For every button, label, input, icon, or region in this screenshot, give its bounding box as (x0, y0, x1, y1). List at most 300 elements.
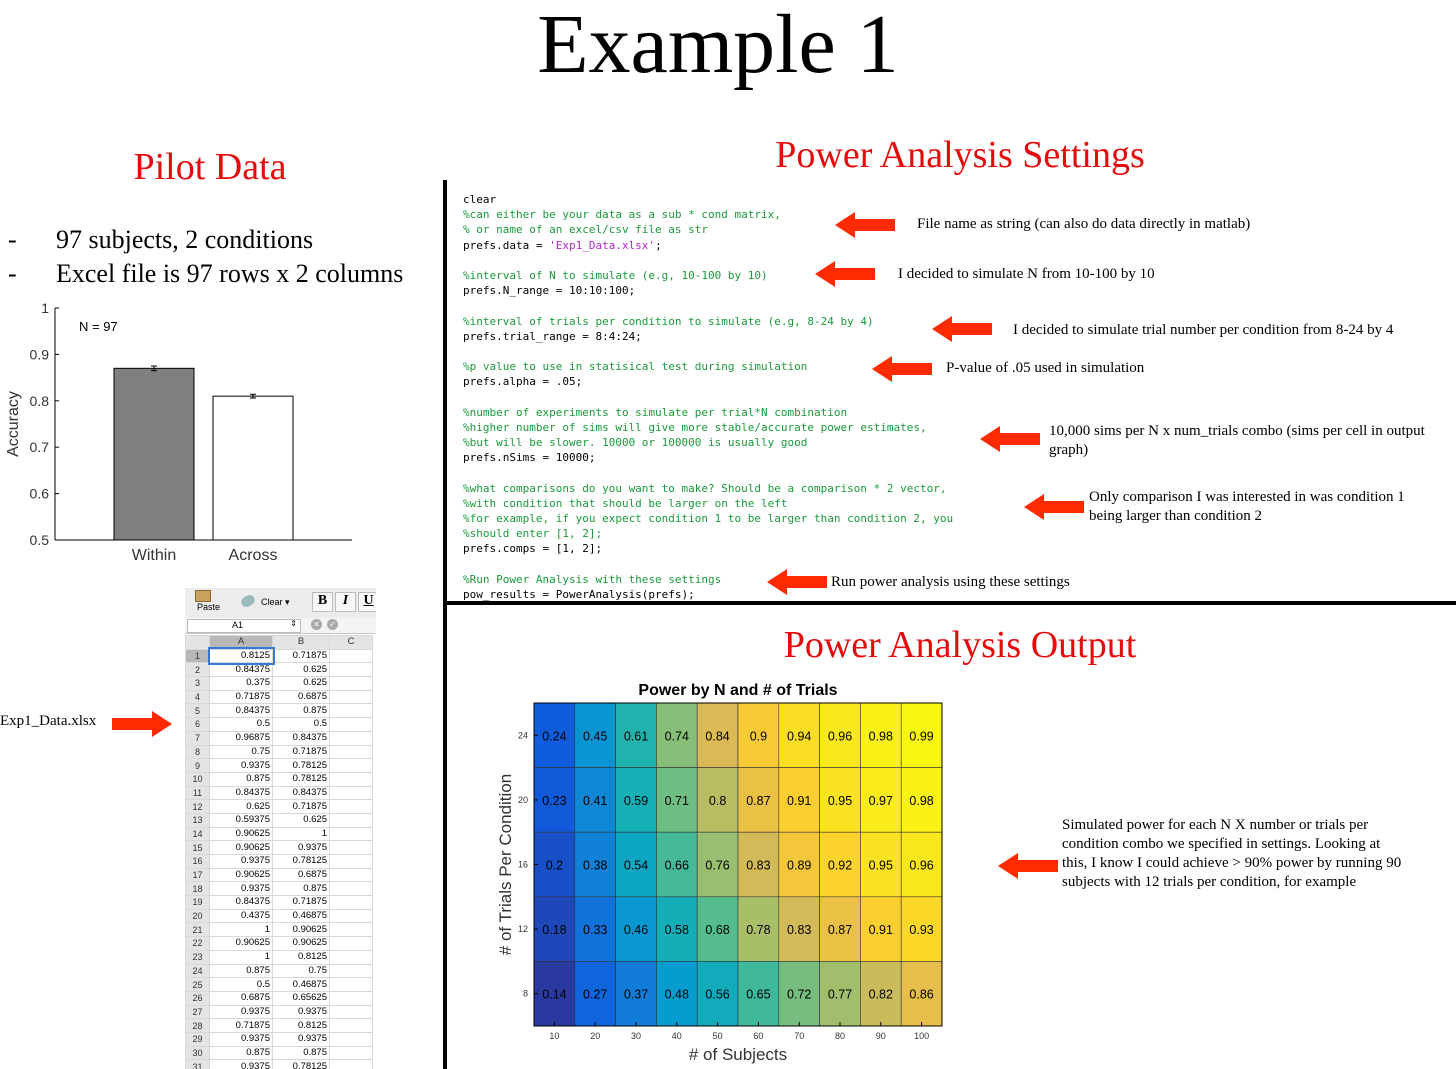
table-cell[interactable]: 0.6875 (210, 991, 273, 1005)
code-line: %interval of trials per condition to simulate (e.g, 8-24 by 4) (463, 314, 874, 328)
table-cell[interactable]: 0.75 (273, 964, 330, 978)
cell-label: 0.92 (827, 858, 853, 873)
table-row (186, 813, 373, 827)
table-row (186, 1032, 373, 1046)
table-cell[interactable]: 0.625 (273, 663, 330, 677)
code-line (463, 465, 953, 480)
code-line: prefs.alpha = .05; (463, 375, 583, 389)
bullet-item: - 97 subjects, 2 conditions (8, 225, 314, 254)
table-cell[interactable] (330, 1019, 373, 1033)
cell-label: 0.9 (749, 729, 768, 744)
table-cell[interactable]: 0.65625 (273, 991, 330, 1005)
table-cell[interactable] (330, 759, 373, 773)
y-tick-label: 0.5 (29, 532, 49, 548)
page-title: Example 1 (537, 0, 899, 91)
table-cell[interactable]: 0.84375 (210, 704, 273, 718)
table-cell[interactable]: 0.90625 (273, 923, 330, 937)
table-cell[interactable]: 1 (210, 923, 273, 937)
cancel-icon[interactable]: ✕ (311, 619, 322, 630)
table-cell[interactable]: 0.75 (210, 745, 273, 759)
row-header[interactable]: 16 (186, 855, 210, 869)
arrow-icon (872, 356, 932, 382)
code-line (463, 298, 953, 313)
x-tick-label: Across (228, 547, 278, 564)
table-row (186, 827, 373, 841)
stepper-icon: ⇕ (290, 619, 297, 628)
y-tick-label: 16 (517, 859, 528, 870)
row-header[interactable]: 18 (186, 882, 210, 896)
row-header[interactable]: 24 (186, 964, 210, 978)
excel-toolbar (185, 588, 376, 619)
y-tick-label: 8 (522, 988, 528, 999)
table-row (186, 704, 373, 718)
table-row (186, 649, 373, 663)
table-cell[interactable]: 0.875 (210, 964, 273, 978)
excel-window (185, 588, 376, 1069)
table-cell[interactable]: 0.9375 (210, 1032, 273, 1046)
annotation-note: Simulated power for each N X number or trials per condition combo we specified in settings. Looking at this, I know I could achieve > 90% power by running 90 subjects with 12 trials per condition, for example (1062, 817, 1402, 890)
table-cell[interactable]: 0.875 (210, 1046, 273, 1060)
table-cell[interactable]: 0.90625 (210, 827, 273, 841)
row-header[interactable]: 10 (186, 772, 210, 786)
y-axis-label: Accuracy (5, 391, 22, 457)
confirm-icon[interactable]: ✓ (327, 619, 338, 630)
table-cell[interactable] (330, 868, 373, 882)
annotation-note: Run power analysis using these settings (831, 574, 1070, 590)
table-cell[interactable]: 0.5 (210, 718, 273, 732)
code-line: prefs.data = 'Exp1_Data.xlsx'; (463, 238, 662, 252)
row-header[interactable]: 15 (186, 841, 210, 855)
table-row (186, 731, 373, 745)
cell-label: 0.83 (787, 923, 812, 938)
cell-label: 0.93 (909, 923, 934, 938)
cell-label: 0.45 (583, 729, 608, 744)
matlab-code (463, 192, 953, 602)
cell-label: 0.33 (583, 923, 608, 938)
eraser-icon (239, 593, 256, 609)
table-cell[interactable] (330, 991, 373, 1005)
arrow-icon (1024, 494, 1084, 520)
output-heading: Power Analysis Output (783, 624, 1137, 666)
table-cell[interactable] (330, 731, 373, 745)
table-cell[interactable] (330, 855, 373, 869)
table-row (186, 855, 373, 869)
row-header[interactable]: 14 (186, 827, 210, 841)
accuracy-bar-chart (0, 296, 360, 568)
row-header[interactable]: 20 (186, 909, 210, 923)
x-tick-label: 100 (914, 1031, 930, 1041)
table-cell[interactable] (330, 1046, 373, 1060)
table-cell[interactable]: 0.84375 (210, 786, 273, 800)
y-tick-label: 20 (517, 794, 528, 805)
cell-label: 0.96 (827, 729, 853, 744)
code-line: clear (463, 193, 497, 206)
table-row (186, 800, 373, 814)
table-row (186, 909, 373, 923)
x-tick-label: 40 (671, 1031, 682, 1041)
table-cell[interactable]: 0.8125 (273, 950, 330, 964)
code-line: prefs.trial_range = 8:4:24; (463, 329, 642, 343)
table-cell[interactable]: 0.9375 (273, 1005, 330, 1019)
row-header[interactable]: 26 (186, 991, 210, 1005)
row-header[interactable]: 17 (186, 868, 210, 882)
table-cell[interactable]: 0.90625 (210, 937, 273, 951)
table-row (186, 964, 373, 978)
row-header[interactable]: 4 (186, 690, 210, 704)
code-line: prefs.N_range = 10:10:100; (463, 284, 636, 298)
row-header[interactable]: 12 (186, 800, 210, 814)
table-cell[interactable]: 0.78125 (273, 772, 330, 786)
annotation-note: File name as string (can also do data directly in matlab) (917, 216, 1251, 232)
column-header-row (186, 636, 373, 650)
code-line (463, 557, 953, 572)
arrow-icon (980, 426, 1040, 452)
cell-label: 0.46 (623, 923, 649, 938)
x-tick-label: 70 (794, 1031, 805, 1041)
code-line: % or name of an excel/csv file as str (463, 223, 709, 237)
table-row (186, 759, 373, 773)
y-tick-label: 0.7 (29, 439, 49, 456)
cell-label: 0.65 (746, 987, 771, 1002)
cell-label: 0.91 (868, 923, 893, 938)
cell-label: 0.14 (542, 987, 567, 1002)
cell-label: 0.61 (623, 729, 649, 744)
table-row (186, 841, 373, 855)
column-header[interactable]: A (210, 636, 273, 650)
cell-label: 0.86 (909, 987, 934, 1002)
cell-label: 0.74 (664, 729, 689, 744)
arrow-icon (932, 316, 992, 342)
spreadsheet-grid (185, 635, 373, 1069)
code-line: %interval of N to simulate (e.g, 10-100 by 10) (463, 268, 768, 282)
table-row (186, 786, 373, 800)
cell-label: 0.72 (787, 987, 812, 1002)
x-tick-label: 20 (590, 1031, 601, 1041)
cell-label: 0.95 (827, 793, 853, 808)
table-cell[interactable] (330, 978, 373, 992)
power-heatmap (490, 676, 960, 1066)
table-cell[interactable]: 0.9375 (273, 1032, 330, 1046)
code-line: %with condition that should be larger on the left (463, 496, 788, 510)
bold-button[interactable]: B (312, 592, 333, 612)
table-cell[interactable]: 0.875 (273, 882, 330, 896)
y-tick-label: 24 (517, 730, 528, 741)
row-header[interactable]: 27 (186, 1005, 210, 1019)
row-header[interactable]: 13 (186, 813, 210, 827)
table-cell[interactable]: 0.6875 (273, 868, 330, 882)
cell-label: 0.87 (827, 923, 853, 938)
row-header[interactable]: 29 (186, 1032, 210, 1046)
cell-label: 0.87 (746, 793, 771, 808)
table-cell[interactable]: 0.84375 (273, 731, 330, 745)
table-cell[interactable] (330, 1032, 373, 1046)
table-cell[interactable]: 0.5 (273, 718, 330, 732)
table-row (186, 663, 373, 677)
table-cell[interactable]: 0.96875 (210, 731, 273, 745)
table-cell[interactable] (330, 800, 373, 814)
code-line: %higher number of sims will give more stable/accurate power estimates, (463, 420, 927, 434)
cell-label: 0.97 (868, 793, 893, 808)
table-cell[interactable] (330, 937, 373, 951)
row-header[interactable]: 5 (186, 704, 210, 718)
cell-label: 0.37 (623, 987, 649, 1002)
row-header[interactable]: 21 (186, 923, 210, 937)
cell-label: 0.99 (909, 729, 934, 744)
table-row (186, 868, 373, 882)
row-header[interactable]: 28 (186, 1019, 210, 1033)
table-cell[interactable]: 0.9375 (210, 855, 273, 869)
table-cell[interactable]: 0.71875 (273, 896, 330, 910)
row-header[interactable]: 22 (186, 937, 210, 951)
cell-label: 0.78 (746, 923, 771, 938)
underline-button[interactable]: U (358, 592, 376, 612)
table-cell[interactable] (330, 950, 373, 964)
row-header[interactable]: 1 (186, 649, 210, 663)
row-header[interactable]: 31 (186, 1060, 210, 1069)
cell-label: 0.82 (868, 987, 893, 1002)
table-row (186, 1019, 373, 1033)
code-line: %Run Power Analysis with these settings (463, 572, 722, 586)
table-row (186, 1046, 373, 1060)
pilot-bullets (8, 225, 403, 293)
x-tick-label: 10 (549, 1031, 560, 1041)
row-header[interactable]: 23 (186, 950, 210, 964)
row-header[interactable]: 8 (186, 745, 210, 759)
row-header[interactable]: 11 (186, 786, 210, 800)
y-tick-label: 1 (41, 300, 49, 316)
arrow-icon (835, 212, 895, 238)
table-cell[interactable]: 0.9375 (210, 759, 273, 773)
table-cell[interactable]: 0.9375 (273, 841, 330, 855)
table-cell[interactable]: 0.71875 (210, 690, 273, 704)
cell-label: 0.24 (542, 729, 567, 744)
x-tick-label: 80 (834, 1031, 846, 1041)
row-header[interactable]: 9 (186, 759, 210, 773)
annotation-note: P-value of .05 used in simulation (946, 360, 1145, 376)
cell-label: 0.59 (623, 793, 649, 808)
table-cell[interactable] (330, 813, 373, 827)
select-all-corner[interactable] (186, 636, 210, 650)
chart-annotation: N = 97 (79, 319, 118, 334)
cell-label: 0.2 (545, 858, 564, 873)
table-cell[interactable]: 0.84375 (210, 896, 273, 910)
table-cell[interactable]: 0.59375 (210, 813, 273, 827)
table-row (186, 677, 373, 691)
table-cell[interactable]: 0.90625 (210, 868, 273, 882)
table-cell[interactable] (330, 909, 373, 923)
cell-label: 0.56 (705, 987, 730, 1002)
row-header[interactable]: 3 (186, 677, 210, 691)
table-row (186, 991, 373, 1005)
row-header[interactable]: 6 (186, 718, 210, 732)
table-cell[interactable]: 0.9375 (210, 1060, 273, 1069)
table-cell[interactable] (330, 827, 373, 841)
table-row (186, 690, 373, 704)
formula-bar (185, 618, 376, 634)
arrow-icon (815, 261, 875, 287)
table-cell[interactable] (330, 841, 373, 855)
annotation-note: I decided to simulate N from 10-100 by 10 (898, 266, 1155, 282)
cell-label: 0.27 (583, 987, 608, 1002)
table-row (186, 1005, 373, 1019)
table-cell[interactable]: 0.78125 (273, 1060, 330, 1069)
x-axis-label: # of Subjects (688, 1045, 788, 1064)
y-tick-label: 0.8 (29, 392, 49, 409)
table-cell[interactable]: 0.8125 (273, 1019, 330, 1033)
table-row (186, 923, 373, 937)
cell-label: 0.58 (664, 923, 689, 938)
code-line: %p value to use in statisical test during simulation (463, 360, 808, 374)
table-cell[interactable]: 0.5 (210, 978, 273, 992)
table-row (186, 882, 373, 896)
column-header[interactable]: C (330, 636, 373, 650)
table-cell[interactable]: 0.46875 (273, 978, 330, 992)
clear-button[interactable]: Clear ▾ (261, 597, 290, 607)
cell-label: 0.96 (909, 858, 934, 873)
cell-label: 0.66 (664, 858, 689, 873)
code-line: %number of experiments to simulate per trial*N combination (463, 405, 848, 419)
row-header[interactable]: 2 (186, 663, 210, 677)
table-cell[interactable] (330, 1005, 373, 1019)
cell-label: 0.41 (583, 793, 608, 808)
code-line (463, 389, 953, 404)
table-row (186, 937, 373, 951)
cell-label: 0.91 (787, 793, 812, 808)
cell-label: 0.71 (664, 793, 689, 808)
bullet-item: - Excel file is 97 rows x 2 columns (8, 259, 404, 288)
y-tick-label: 0.6 (29, 485, 49, 502)
italic-button[interactable]: I (335, 592, 356, 612)
table-cell[interactable]: 0.78125 (273, 759, 330, 773)
table-cell[interactable] (330, 882, 373, 896)
cell-label: 0.89 (787, 858, 812, 873)
code-line: %should enter [1, 2]; (463, 527, 603, 541)
annotation-note: Only comparison I was interested in was condition 1 being larger than condition 2 (1089, 489, 1405, 524)
table-cell[interactable]: 0.625 (273, 813, 330, 827)
cell-label: 0.84 (705, 729, 730, 744)
settings-heading: Power Analysis Settings (775, 134, 1145, 176)
x-tick-label: 90 (875, 1031, 886, 1041)
cell-label: 0.8 (708, 793, 727, 808)
x-tick-label: 60 (753, 1031, 764, 1041)
cell-label: 0.98 (909, 793, 934, 808)
chart-title: Power by N and # of Trials (638, 682, 838, 699)
column-header[interactable]: B (273, 636, 330, 650)
cell-label: 0.48 (664, 987, 689, 1002)
excel-file-label: Exp1_Data.xlsx (0, 713, 97, 729)
table-cell[interactable]: 0.875 (210, 772, 273, 786)
table-cell[interactable]: 0.875 (273, 704, 330, 718)
table-cell[interactable] (330, 786, 373, 800)
table-cell[interactable]: 0.875 (273, 1046, 330, 1060)
table-cell[interactable]: 0.9375 (210, 882, 273, 896)
code-line: %but will be slower. 10000 or 100000 is usually good (463, 436, 808, 449)
cell-label: 0.23 (542, 793, 567, 808)
table-cell[interactable] (330, 649, 373, 663)
row-header[interactable]: 25 (186, 978, 210, 992)
table-cell[interactable] (330, 1060, 373, 1069)
table-cell[interactable]: 0.71875 (273, 800, 330, 814)
code-line: %what comparisons do you want to make? Should be a comparison * 2 vector, (463, 481, 947, 495)
cell-label: 0.83 (746, 858, 771, 873)
code-line: %for example, if you expect condition 1 to be larger than condition 2, you (463, 511, 954, 525)
clipboard-icon (195, 590, 211, 602)
arrow-icon (998, 853, 1058, 879)
table-cell[interactable] (330, 718, 373, 732)
table-cell[interactable]: 0.375 (210, 677, 273, 691)
table-cell[interactable]: 0.4375 (210, 909, 273, 923)
table-cell[interactable] (330, 964, 373, 978)
table-cell[interactable] (330, 923, 373, 937)
annotation-note: I decided to simulate trial number per condition from 8-24 by 4 (1013, 322, 1394, 338)
code-line: pow_results = PowerAnalysis(prefs); (463, 587, 695, 601)
x-tick-label: Within (131, 547, 177, 564)
y-axis-label: # of Trials Per Condition (496, 773, 515, 956)
table-row (186, 745, 373, 759)
table-cell[interactable]: 0.6875 (273, 690, 330, 704)
table-row (186, 772, 373, 786)
table-row (186, 978, 373, 992)
cell-label: 0.77 (827, 987, 853, 1002)
row-header[interactable]: 19 (186, 896, 210, 910)
table-cell[interactable] (330, 745, 373, 759)
table-cell[interactable]: 0.71875 (273, 745, 330, 759)
table-cell[interactable]: 0.78125 (273, 855, 330, 869)
y-tick-label: 12 (517, 924, 528, 935)
table-cell[interactable]: 0.625 (273, 677, 330, 691)
table-row (186, 950, 373, 964)
table-cell[interactable]: 0.90625 (210, 841, 273, 855)
table-cell[interactable] (330, 704, 373, 718)
table-cell[interactable] (330, 677, 373, 691)
paste-button[interactable]: Paste (197, 602, 221, 612)
x-tick-label: 50 (712, 1031, 723, 1041)
code-line (463, 253, 953, 268)
table-cell[interactable]: 0.9375 (210, 1005, 273, 1019)
table-cell[interactable]: 0.84375 (273, 786, 330, 800)
cell-label: 0.68 (705, 923, 730, 938)
table-cell[interactable] (330, 772, 373, 786)
table-row (186, 896, 373, 910)
table-cell[interactable] (330, 663, 373, 677)
table-row (186, 718, 373, 732)
row-header[interactable]: 30 (186, 1046, 210, 1060)
table-cell[interactable]: 0.8125 (210, 649, 273, 663)
code-line: prefs.comps = [1, 2]; (463, 542, 603, 556)
table-row (186, 1060, 373, 1069)
table-cell[interactable]: 0.71875 (273, 649, 330, 663)
table-cell[interactable] (330, 690, 373, 704)
table-cell[interactable]: 1 (273, 827, 330, 841)
table-cell[interactable]: 1 (210, 950, 273, 964)
name-box[interactable]: A1 ⇕ (187, 619, 301, 633)
table-cell[interactable]: 0.90625 (273, 937, 330, 951)
arrow-icon (767, 569, 827, 595)
row-header[interactable]: 7 (186, 731, 210, 745)
annotation-note: 10,000 sims per N x num_trials combo (sims per cell in output graph) (1049, 423, 1425, 458)
table-cell[interactable]: 0.46875 (273, 909, 330, 923)
x-tick-label: 30 (630, 1031, 642, 1041)
bar (114, 368, 194, 540)
table-cell[interactable] (330, 896, 373, 910)
code-line: %can either be your data as a sub * cond matrix, (463, 208, 781, 222)
code-line: prefs.nSims = 10000; (463, 451, 596, 465)
y-tick-label: 0.9 (29, 346, 49, 363)
table-cell[interactable]: 0.625 (210, 800, 273, 814)
table-cell[interactable]: 0.84375 (210, 663, 273, 677)
table-cell[interactable]: 0.71875 (210, 1019, 273, 1033)
cell-label: 0.54 (623, 858, 649, 873)
